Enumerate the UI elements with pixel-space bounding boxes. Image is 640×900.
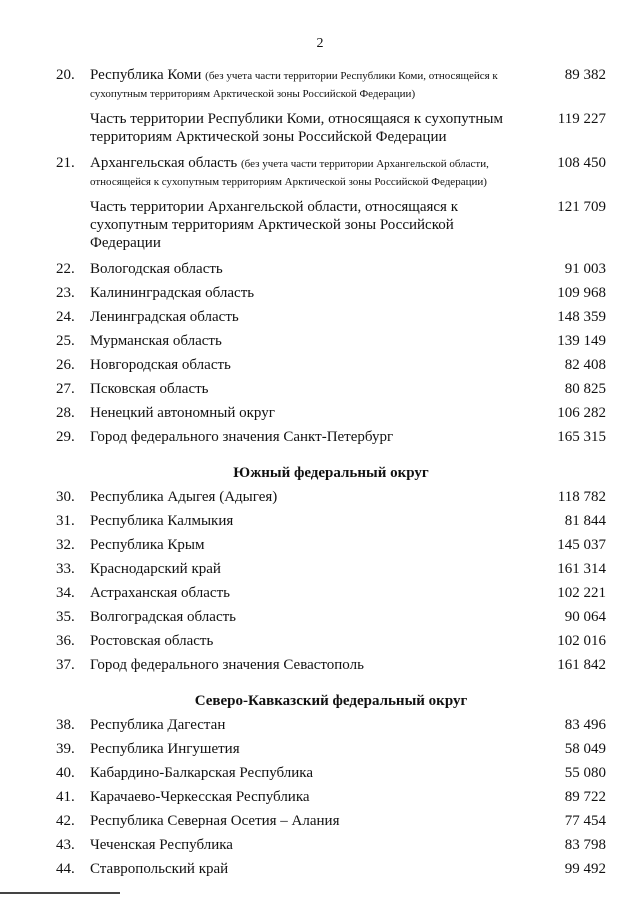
region-name: Ненецкий автономный округ (90, 405, 275, 421)
region-value: 99 492 (564, 861, 606, 877)
table-row (56, 632, 606, 650)
region-name: Мурманская область (90, 333, 222, 349)
table-row (56, 66, 606, 102)
region-name: Калининградская область (90, 285, 255, 301)
table-row (56, 512, 606, 530)
page-number: 2 (316, 36, 324, 51)
region-name: Республика Коми (90, 67, 202, 83)
table-row (56, 608, 606, 626)
region-value: 119 227 (557, 111, 606, 127)
region-name: Ставропольский край (90, 861, 229, 877)
table-row (56, 788, 606, 806)
row-number: 40. (56, 765, 75, 781)
table-row (56, 836, 606, 854)
region-name: Новгородская область (90, 357, 231, 373)
table-row (56, 584, 606, 602)
region-value: 139 149 (557, 333, 606, 349)
region-value: 55 080 (564, 765, 606, 781)
region-value: 81 844 (564, 513, 606, 529)
table-row (56, 812, 606, 830)
region-value: 148 359 (557, 309, 606, 325)
region-name: Республика Адыгея (Адыгея) (90, 489, 278, 505)
table-row (56, 356, 606, 374)
row-number: 35. (56, 609, 75, 625)
row-number: 22. (56, 261, 75, 277)
table-row (56, 332, 606, 350)
row-number: 38. (56, 717, 75, 733)
region-value: 90 064 (564, 609, 606, 625)
row-number: 44. (56, 861, 75, 877)
region-value: 80 825 (564, 381, 606, 397)
region-value: 121 709 (557, 199, 606, 215)
region-name: Часть территории Архангельской области, относящаяся к сухопутным территориям Арктической зоны Российской Федерации (90, 199, 458, 251)
region-note: (без учета части территории Республики Коми, относящейся к сухопутным территориям Арктической зоны Российской Федерации) (90, 70, 498, 100)
region-value: 118 782 (557, 489, 606, 505)
row-number: 33. (56, 561, 75, 577)
row-number: 28. (56, 405, 75, 421)
row-number: 24. (56, 309, 75, 325)
row-number: 37. (56, 657, 75, 673)
table-row (56, 308, 606, 326)
row-number: 43. (56, 837, 75, 853)
row-number: 30. (56, 489, 75, 505)
table-row (56, 560, 606, 578)
table-row (56, 740, 606, 758)
section-title-north-caucasus: Северо-Кавказский федеральный округ (194, 693, 468, 709)
row-number: 21. (56, 155, 75, 171)
row-number: 39. (56, 741, 75, 757)
table-row (56, 260, 606, 278)
table-row (56, 428, 606, 446)
region-name: Республика Северная Осетия – Алания (90, 813, 340, 829)
row-number: 27. (56, 381, 75, 397)
region-name: Архангельская область (90, 155, 238, 171)
row-number: 42. (56, 813, 75, 829)
table-row (56, 110, 606, 146)
table-row (56, 198, 606, 252)
region-value: 77 454 (564, 813, 606, 829)
table-row (56, 284, 606, 302)
region-value: 58 049 (564, 741, 606, 757)
region-value: 108 450 (557, 155, 606, 171)
region-name: Ленинградская область (90, 309, 239, 325)
region-name: Республика Калмыкия (90, 513, 234, 529)
region-name: Город федерального значения Севастополь (90, 657, 364, 673)
row-number: 25. (56, 333, 75, 349)
row-number: 26. (56, 357, 75, 373)
region-name: Вологодская область (90, 261, 223, 277)
table-row (56, 404, 606, 422)
region-name: Краснодарский край (90, 561, 221, 577)
region-name: Республика Крым (90, 537, 205, 553)
table-row (56, 380, 606, 398)
region-value: 106 282 (557, 405, 606, 421)
region-name: Часть территории Республики Коми, относящаяся к сухопутным территориям Арктической зоны Российской Федерации (90, 111, 503, 145)
table-row (56, 716, 606, 734)
region-value: 161 314 (557, 561, 606, 577)
row-number: 36. (56, 633, 75, 649)
region-value: 89 722 (564, 789, 606, 805)
region-name: Республика Дагестан (90, 717, 226, 733)
region-value: 145 037 (557, 537, 606, 553)
region-value: 83 798 (564, 837, 606, 853)
region-note: (без учета части территории Архангельской области, относящейся к сухопутным территориям Арктической зоны Российской Федерации) (90, 158, 489, 188)
section-title-south: Южный федеральный округ (233, 465, 429, 481)
region-name: Псковская область (90, 381, 209, 397)
region-value: 91 003 (564, 261, 606, 277)
table-row (56, 488, 606, 506)
row-number: 31. (56, 513, 75, 529)
region-name: Кабардино-Балкарская Республика (90, 765, 314, 781)
region-value: 83 496 (564, 717, 606, 733)
region-name: Волгоградская область (90, 609, 236, 625)
scan-edge-line (0, 892, 120, 894)
region-name: Город федерального значения Санкт-Петербург (90, 429, 394, 445)
row-number: 23. (56, 285, 75, 301)
row-number: 20. (56, 67, 75, 83)
row-number: 41. (56, 789, 75, 805)
region-value: 89 382 (564, 67, 606, 83)
region-name: Чеченская Республика (90, 837, 233, 853)
region-value: 102 221 (557, 585, 606, 601)
row-number: 29. (56, 429, 75, 445)
table-row (56, 536, 606, 554)
document-body (56, 66, 606, 884)
table-row (56, 860, 606, 878)
row-number: 34. (56, 585, 75, 601)
region-value: 109 968 (557, 285, 606, 301)
region-value: 165 315 (557, 429, 606, 445)
region-value: 102 016 (557, 633, 606, 649)
region-value: 82 408 (564, 357, 606, 373)
table-row (56, 154, 606, 190)
table-row (56, 764, 606, 782)
region-value: 161 842 (557, 657, 606, 673)
row-number: 32. (56, 537, 75, 553)
region-name: Астраханская область (90, 585, 230, 601)
region-name: Ростовская область (90, 633, 214, 649)
region-name: Карачаево-Черкесская Республика (90, 789, 310, 805)
table-row (56, 656, 606, 674)
region-name: Республика Ингушетия (90, 741, 240, 757)
